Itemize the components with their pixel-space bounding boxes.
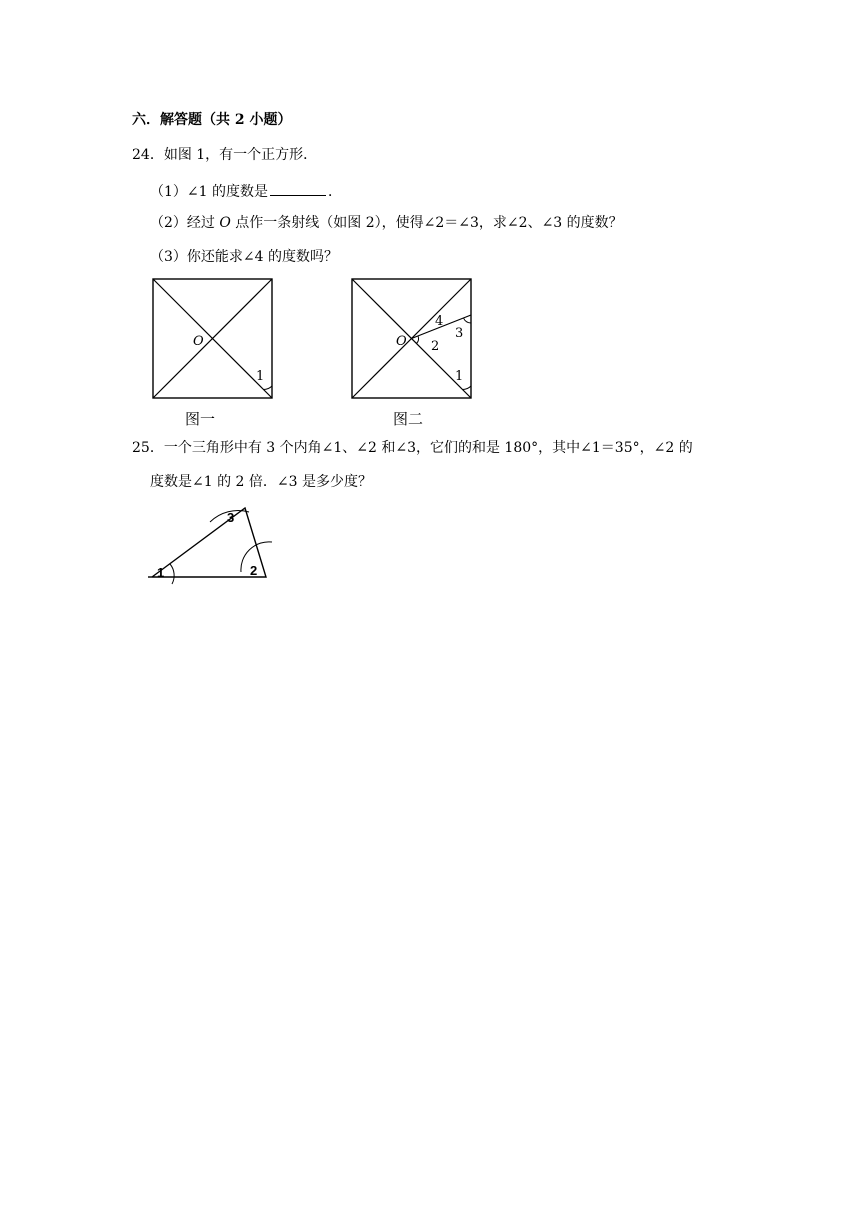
part-1-text: （1）∠1 的度数是 <box>150 184 268 200</box>
angle-1-arc <box>463 386 472 390</box>
label-o: O <box>193 334 204 349</box>
section-title: 六．解答题（共 2 小题） <box>132 112 292 128</box>
label-angle-2: 2 <box>431 339 440 354</box>
question-24-part-1 <box>150 182 342 201</box>
label-angle-2: 2 <box>250 563 258 578</box>
angle-1-arc <box>264 386 273 390</box>
label-o: O <box>396 334 407 349</box>
figure-triangle <box>148 500 273 585</box>
question-25-line-2: 度数是∠1 的 2 倍．∠3 是多少度？ <box>150 474 372 490</box>
label-angle-1: 1 <box>256 369 265 384</box>
question-25-line-1: 25．一个三角形中有 3 个内角∠1、∠2 和∠3，它们的和是 180°，其中∠1＝35°，∠2 的 <box>132 440 693 456</box>
question-24-stem: 24．如图 1，有一个正方形． <box>132 147 318 163</box>
label-angle-1: 1 <box>455 369 464 384</box>
figure-1-caption: 图一 <box>185 410 216 428</box>
label-angle-4: 4 <box>435 314 444 329</box>
label-angle-3: 3 <box>455 326 464 341</box>
angle-1-arc <box>170 564 174 584</box>
label-angle-1: 1 <box>157 565 165 580</box>
answer-blank[interactable] <box>270 182 326 196</box>
label-angle-3: 3 <box>227 510 235 525</box>
angle-3-arc <box>464 318 472 323</box>
figure-2-square <box>351 278 473 400</box>
question-24-part-3: （3）你还能求∠4 的度数吗？ <box>150 249 338 265</box>
question-24-part-2 <box>150 214 623 232</box>
point-o-label: O <box>219 215 231 231</box>
part-2-text-a: （2）经过 <box>150 215 220 231</box>
figure-2-caption: 图二 <box>393 410 424 428</box>
part-1-end: ． <box>328 184 342 200</box>
part-2-text-b: 点作一条射线（如图 2），使得∠2＝∠3，求∠2、∠3 的度数？ <box>230 215 623 231</box>
angle-2-arc <box>417 336 419 344</box>
figure-1-square <box>152 278 274 400</box>
triangle-outline <box>152 508 266 577</box>
